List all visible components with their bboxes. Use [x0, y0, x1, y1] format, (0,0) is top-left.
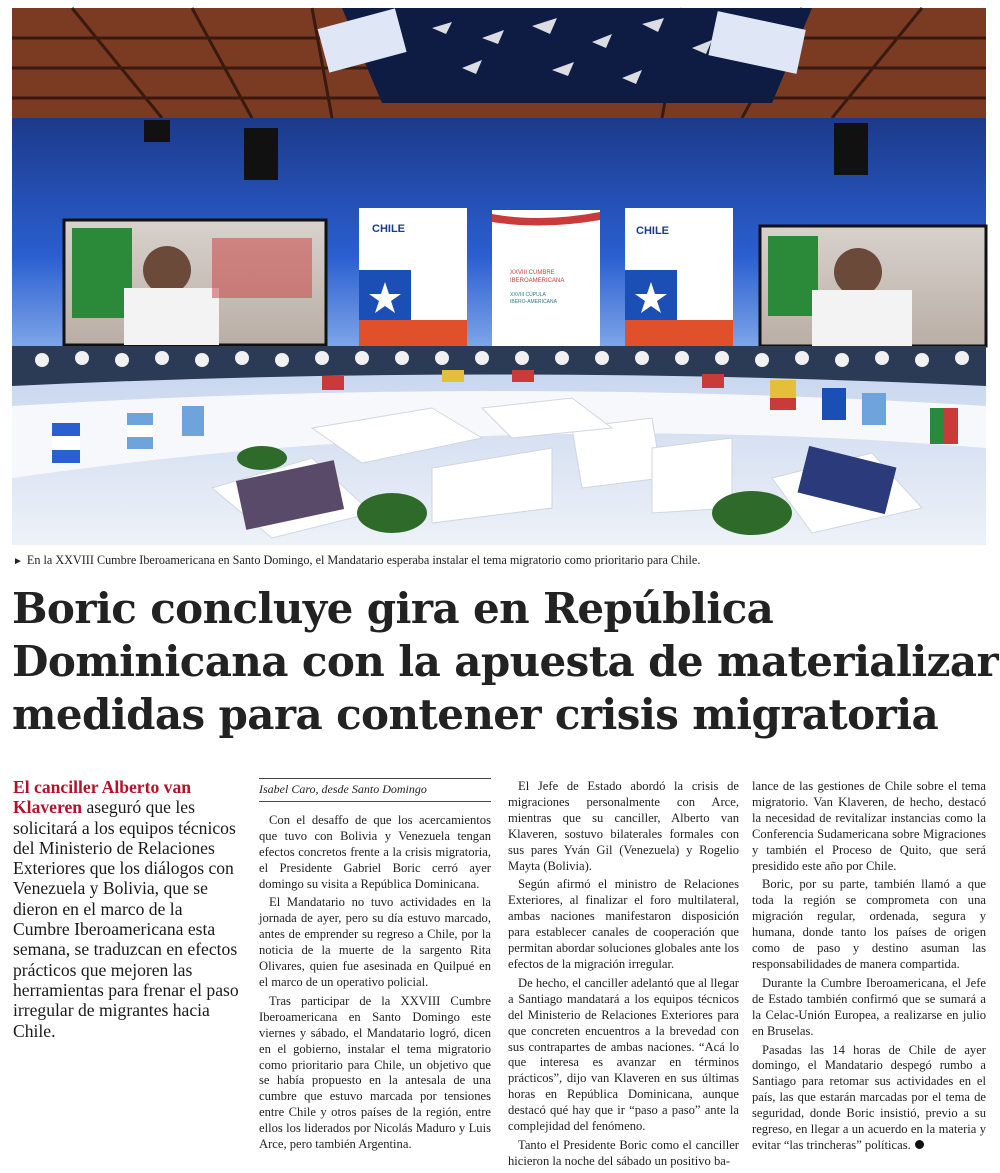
- caption-text: En la XXVIII Cumbre Iberoamericana en Santo Domingo, el Mandatario esperaba instalar el tema migratorio como prioritario para Chile.: [26, 553, 701, 567]
- body-paragraph-1: Con el desaffo de que los acercamientos que tuvo con Bolivia y Venezuela tengan efectos concretos frente a la crisis migratoria, el Presidente Gabriel Boric cerró ayer domingo su visita a República Dominicana.: [259, 812, 491, 891]
- body-paragraph-4: El Jefe de Estado abordó la crisis de migraciones personalmente con Arce, mientras que su canciller, Alberto van Klaveren, sostuvo bilaterales formales con sus pares Yván Gil (Venezuela) y Rogelio Mayta (Bolivia).: [508, 779, 739, 873]
- center-panel-line3: XXVIII CÚPULA: [510, 292, 546, 298]
- body-paragraph-2: El Mandatario no tuvo actividades en la jornada de ayer, pero su día estuvo marcado, antes de emprender su regreso a Chile, por la noticia de la muerte de la sargento Rita Olivares, quien fue asesinada en Quilpué en el marco de un operativo policial.: [259, 895, 491, 989]
- headline-line-3: medidas para contener crisis migratoria: [12, 690, 939, 739]
- summit-photo: [12, 8, 986, 545]
- article-column-3: [752, 779, 986, 1157]
- body-paragraph-11: [752, 1043, 986, 1154]
- headline-line-2: Dominicana con la apuesta de materializar: [12, 637, 999, 686]
- body-paragraph-11-text: Pasadas las 14 horas de Chile de ayer domingo, el Mandatario despegó rumbo a Santiago para retomar sus actividades en el país, las que estarán marcadas por el tema de seguridad, donde Boric insistió, previo a su regreso, en llegar a un acuerdo en la materia y evitar “las trincheras” políticas.: [752, 1042, 986, 1152]
- body-paragraph-6: De hecho, el canciller adelantó que al llegar a Santiago mandatará a los equipos técnicos del Ministerio de Relaciones Exteriores para que concreten encuentros a la brevedad con sus contrapartes de ambas naciones. “Acá lo que interesa es avanzar en términos prácticos”, dijo van Klaveren en sus últimas horas en República Dominicana, aunque destacó qué hay que ir “paso a paso” ante la complejidad del fenómeno.: [508, 975, 739, 1134]
- summit-photo-illustration: [12, 8, 986, 545]
- caption-marker-icon: ►: [13, 556, 23, 567]
- body-paragraph-3: Tras participar de la XXVIII Cumbre Iberoamericana en Santo Domingo este viernes y sábado, el Mandatario logró, dicen en el gobierno, instalar el tema migratorio como prioritario para Chile, un objetivo que se había propuesto en la antesala de una cumbre que estuvo marcada por tensiones entre Chile y otros países de la región, entre ellos los liderados por Nicolás Maduro y Luis Arce, pero también Argentina.: [259, 993, 491, 1152]
- lead-paragraph: [13, 777, 241, 1041]
- photo-caption: [13, 553, 987, 568]
- headline-line-1: Boric concluye gira en República: [12, 584, 774, 633]
- article-column-2: [508, 779, 739, 1173]
- center-panel-line1: XXVIII CUMBRE: [510, 270, 555, 276]
- body-paragraph-9: Boric, por su parte, también llamó a que toda la región se comprometa con una migración regular, ordenada, segura y humana, donde tanto los países de origen como de paso y destino asuman las responsabilidades de manera compartida.: [752, 877, 986, 971]
- article-column-1: [259, 778, 491, 1156]
- body-paragraph-7: Tanto el Presidente Boric como el canciller hicieron la noche del sábado un positivo ba-: [508, 1137, 739, 1168]
- lead-text: aseguró que les solicitará a los equipos técnicos del Ministerio de Relaciones Exteriores que los diálogos con Venezuela y Bolivia, que se dieron en el marco de la Cumbre Iberoamericana esta semana, se traduzcan en efectos prácticos que mejoren las herramientas para frenar el paso irregular de migrantes hacia Chile.: [13, 797, 239, 1041]
- byline: Isabel Caro, desde Santo Domingo: [259, 778, 491, 802]
- sign-left: CHILE: [372, 223, 405, 235]
- headline: [12, 582, 999, 741]
- body-paragraph-5: Según afirmó el ministro de Relaciones Exteriores, al finalizar el foro multilateral, ambas naciones manifestaron disposición para establecer canales de cooperación que permitan abordar soluciones globales ante los efectos de la migración irregular.: [508, 877, 739, 971]
- body-paragraph-10: Durante la Cumbre Iberoamericana, el Jefe de Estado también confirmó que se sumará a la Celac-Unión Europea, a realizarse en julio en Bruselas.: [752, 975, 986, 1038]
- sign-right: CHILE: [636, 225, 669, 237]
- lead-highlight: El canciller Alberto van Klaveren: [13, 777, 192, 818]
- center-panel-line4: IBERO-AMERICANA: [510, 299, 557, 305]
- center-panel-line2: IBEROAMERICANA: [510, 278, 565, 284]
- body-paragraph-8: lance de las gestiones de Chile sobre el tema migratorio. Van Klaveren, de hecho, destacó la necesidad de revitalizar instancias como la Conferencia Sudamericana sobre Migraciones y también el Proceso de Quito, que será presidido este año por Chile.: [752, 779, 986, 873]
- end-mark-icon: [915, 1140, 924, 1149]
